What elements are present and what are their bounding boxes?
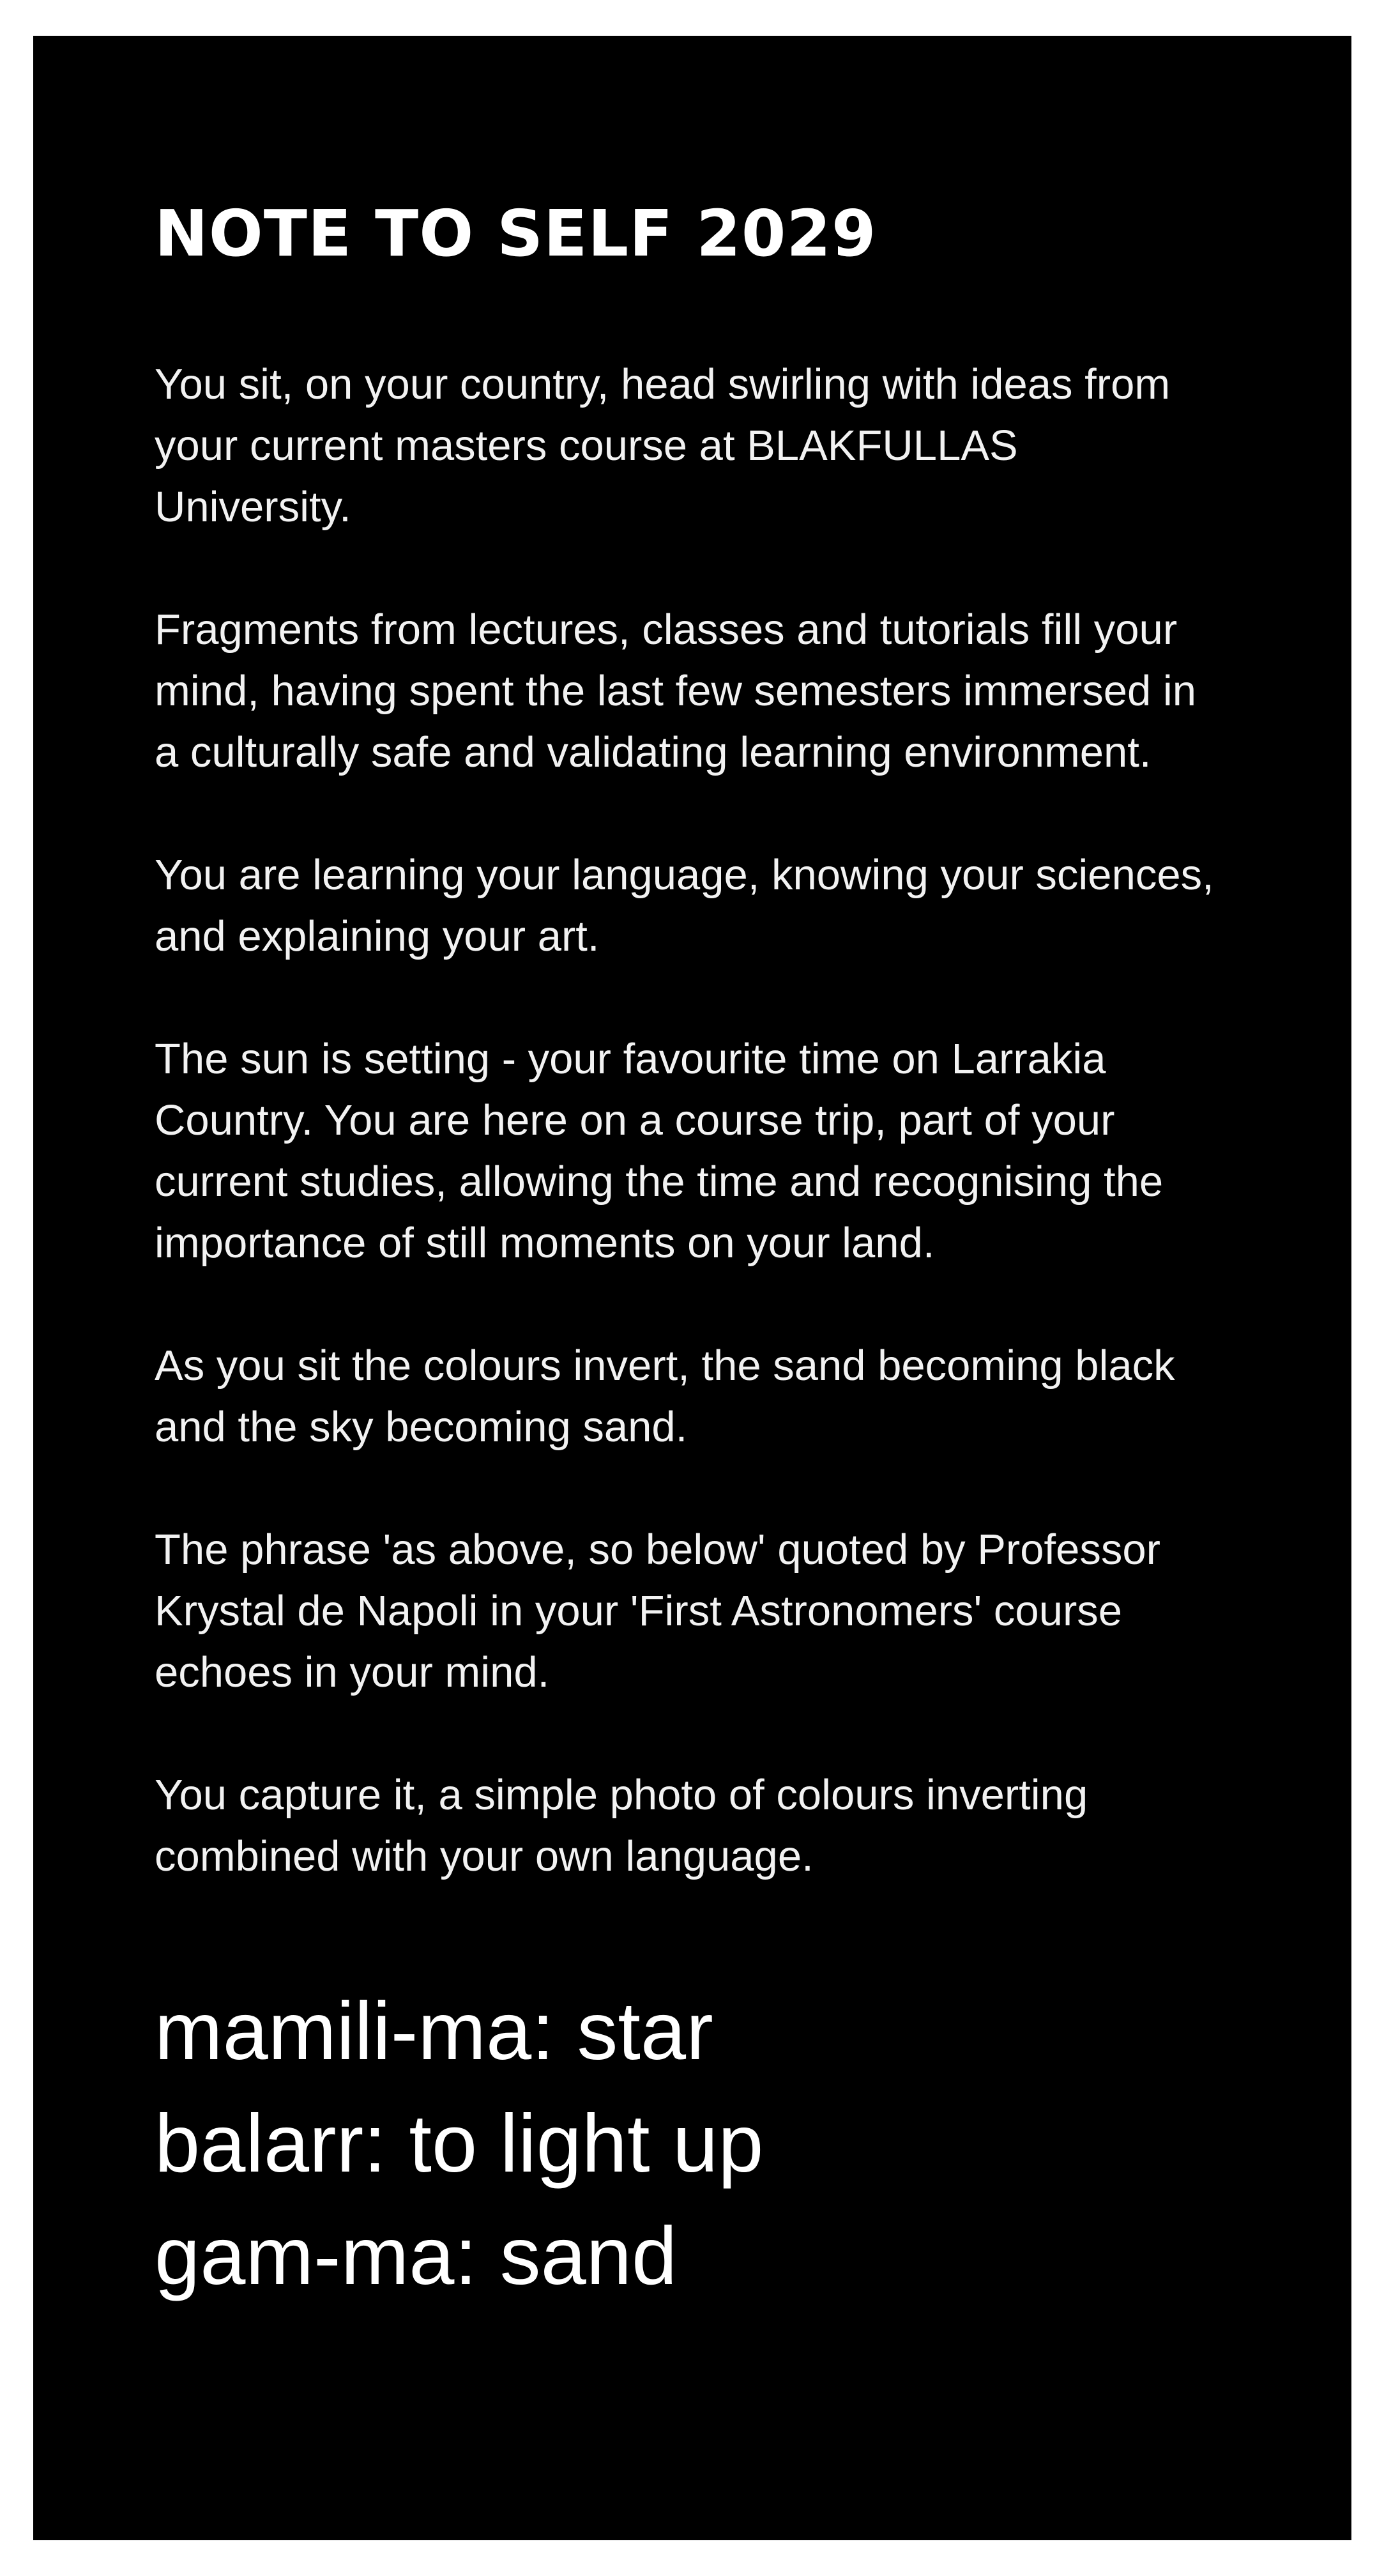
paragraph: The phrase 'as above, so below' quoted by Professor Krystal de Napoli in your 'First Astronomers' course echoes in your mind. (155, 1526, 1160, 1696)
word-entry-star: mamili-ma: star (155, 1986, 713, 2077)
note-title: NOTE TO SELF 2029 (155, 196, 877, 271)
note-card (33, 36, 1351, 2540)
paragraph: You capture it, a simple photo of colours inverting combined with your own language. (155, 1771, 1088, 1880)
paragraph: The sun is setting - your favourite time on Larrakia Country. You are here on a course trip, part of your current studies, allowing the time and recognising the importance of still moments on your land. (155, 1035, 1164, 1267)
paragraph: Fragments from lectures, classes and tutorials fill your mind, having spent the last few semesters immersed in a culturally safe and validating learning environment. (155, 606, 1197, 776)
paragraph: You are learning your language, knowing your sciences, and explaining your art. (155, 851, 1214, 960)
paragraph: As you sit the colours invert, the sand becoming black and the sky becoming sand. (155, 1342, 1175, 1451)
word-entry-sand: gam-ma: sand (155, 2211, 678, 2302)
paragraph: You sit, on your country, head swirling with ideas from your current masters course at BLAKFULLAS University. (155, 360, 1171, 531)
note-body (155, 354, 1224, 1887)
word-entry-light-up: balarr: to light up (155, 2098, 764, 2189)
word-list (155, 1975, 1224, 2313)
